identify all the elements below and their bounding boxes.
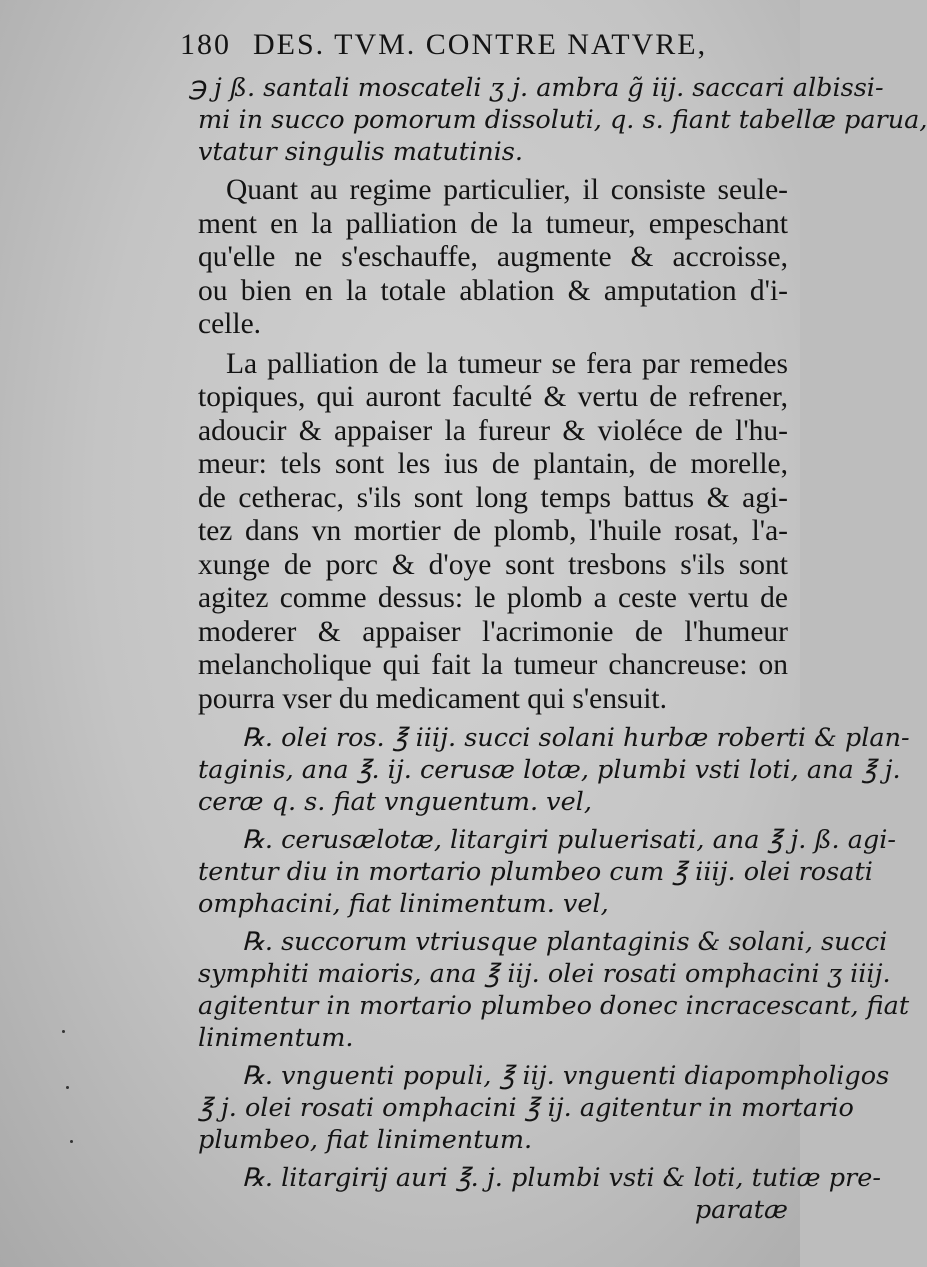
page-number: 180 [180,28,231,61]
text-line: ℞. cerusælotæ, litargiri puluerisati, ana ℥ j. ß. agi- [242,825,897,855]
recipe [198,824,897,920]
text-line: meur: tels sont les ius de plantain, de morelle, [198,448,788,480]
text-line: ℞. succorum vtriusque plantaginis & solani, succi [242,927,888,957]
recipe [198,1060,890,1156]
text-line: melancholique qui fait la tumeur chancreuse: on [198,649,788,681]
text-line: qu'elle ne s'eschauffe, augmente & accroisse, [198,241,788,273]
text-line: plumbeo, fiat linimentum. [198,1125,533,1155]
text-line: ℞. olei ros. ℥ iiij. succi solani hurbæ roberti & plan- [242,723,910,753]
text-line: moderer & appaiser l'acrimonie de l'humeur [198,615,788,648]
text-line: La palliation de la tumeur se fera par remedes [226,347,788,380]
recipe [198,1162,881,1226]
text-line: tentur diu in mortario plumbeo cum ℥ iiij. olei rosati [198,857,873,887]
text-line: de cetherac, s'ils sont long temps battus & agi- [198,481,788,514]
text-line: mi in succo pomorum dissoluti, q. s. fiant tabellæ parua, [198,105,927,135]
text-line: ℥ j. olei rosati omphacini ℥ ij. agitentur in mortario [198,1093,854,1123]
text-line: topiques, qui auront faculté & vertu de refrener, [198,381,788,413]
paragraph [198,348,788,717]
margin-speck [70,1140,73,1143]
text-line: agitez comme dessus: le plomb a ceste vertu de [198,582,788,614]
margin-speck [66,1086,69,1089]
text-line: tez dans vn mortier de plomb, l'huile rosat, l'a- [198,515,788,547]
bleed-through [120,270,127,300]
text-line: taginis, ana ℥. ij. cerusæ lotæ, plumbi vsti loti, ana ℥ j. [198,755,901,785]
text-body [188,72,927,1226]
text-line: ceræ q. s. fiat vnguentum. vel, [198,787,592,817]
text-line: pourra vser du medicament qui s'ensuit. [198,682,668,715]
text-line: celle. [198,308,262,340]
text-line: ℞. vnguenti populi, ℥ iij. vnguenti diapompholigos [242,1061,890,1091]
recipe [198,926,910,1054]
margin-speck [62,1030,65,1033]
text-line: xunge de porc & d'oye sont tresbons s'ils sont [198,548,788,581]
text-line: ment en la palliation de la tumeur, empeschant [198,207,788,240]
text-line: vtatur singulis matutinis. [198,137,523,167]
text-line: ℞. litargirij auri ℥. j. plumbi vsti & loti, tutiæ pre- [242,1163,881,1193]
text-line: ou bien en la totale ablation & amputation d'i- [198,274,788,307]
text-line: ℈ j ß. santali moscateli ʒ j. ambra g̃ iij. saccari albissi- [188,73,884,103]
running-header [180,28,780,62]
text-line: linimentum. [198,1023,354,1053]
running-title: DES. TVM. CONTRE NATVRE, [253,28,708,61]
text-line: symphiti maioris, ana ℥ iij. olei rosati omphacini ʒ iiij. [198,959,891,989]
text-line: agitentur in mortario plumbeo donec incracescant, fiat [198,991,910,1021]
text-line: adoucir & appaiser la fureur & violéce de l'hu- [198,414,788,447]
text-line: paratæ [694,1195,788,1225]
text-line: Quant au regime particulier, il consiste seule- [226,174,788,206]
paragraph [188,72,927,168]
text-line: omphacini, fiat linimentum. vel, [198,889,609,919]
recipe [198,722,910,818]
paragraph [198,174,788,342]
